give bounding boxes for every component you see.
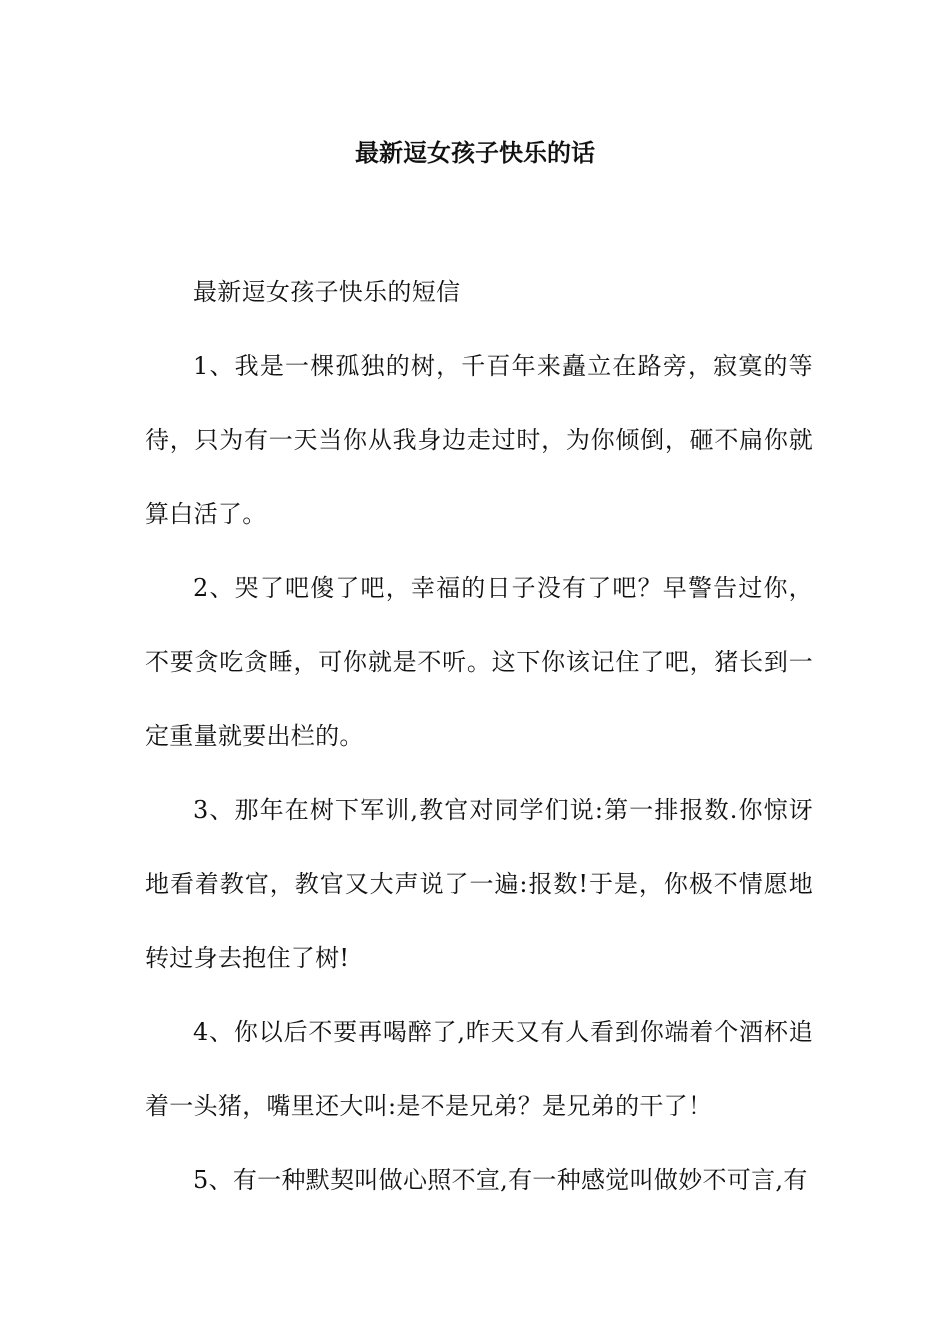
paragraph-4: 4、你以后不要再喝醉了,昨天又有人看到你端着个酒杯追着一头猪，嘴里还大叫:是不是兄弟？是兄弟的干了！: [145, 1018, 813, 1120]
paragraph-2: 2、哭了吧傻了吧，幸福的日子没有了吧？早警告过你，不要贪吃贪睡，可你就是不听。这下你该记住了吧，猪长到一定重量就要出栏的。: [145, 574, 813, 750]
document-body: [145, 255, 813, 1217]
paragraph-5: 5、有一种默契叫做心照不宣,有一种感觉叫做妙不可言,有: [193, 1166, 808, 1194]
paragraph-1: 1、我是一棵孤独的树，千百年来矗立在路旁，寂寞的等待，只为有一天当你从我身边走过时，为你倾倒，砸不扁你就算白活了。: [145, 352, 813, 528]
section-heading: 最新逗女孩子快乐的短信: [193, 278, 461, 306]
paragraph-3: 3、那年在树下军训,教官对同学们说:第一排报数.你惊讶地看着教官，教官又大声说了一遍:报数!于是，你极不情愿地转过身去抱住了树!: [145, 796, 813, 972]
document-title: 最新逗女孩子快乐的话: [355, 138, 595, 167]
